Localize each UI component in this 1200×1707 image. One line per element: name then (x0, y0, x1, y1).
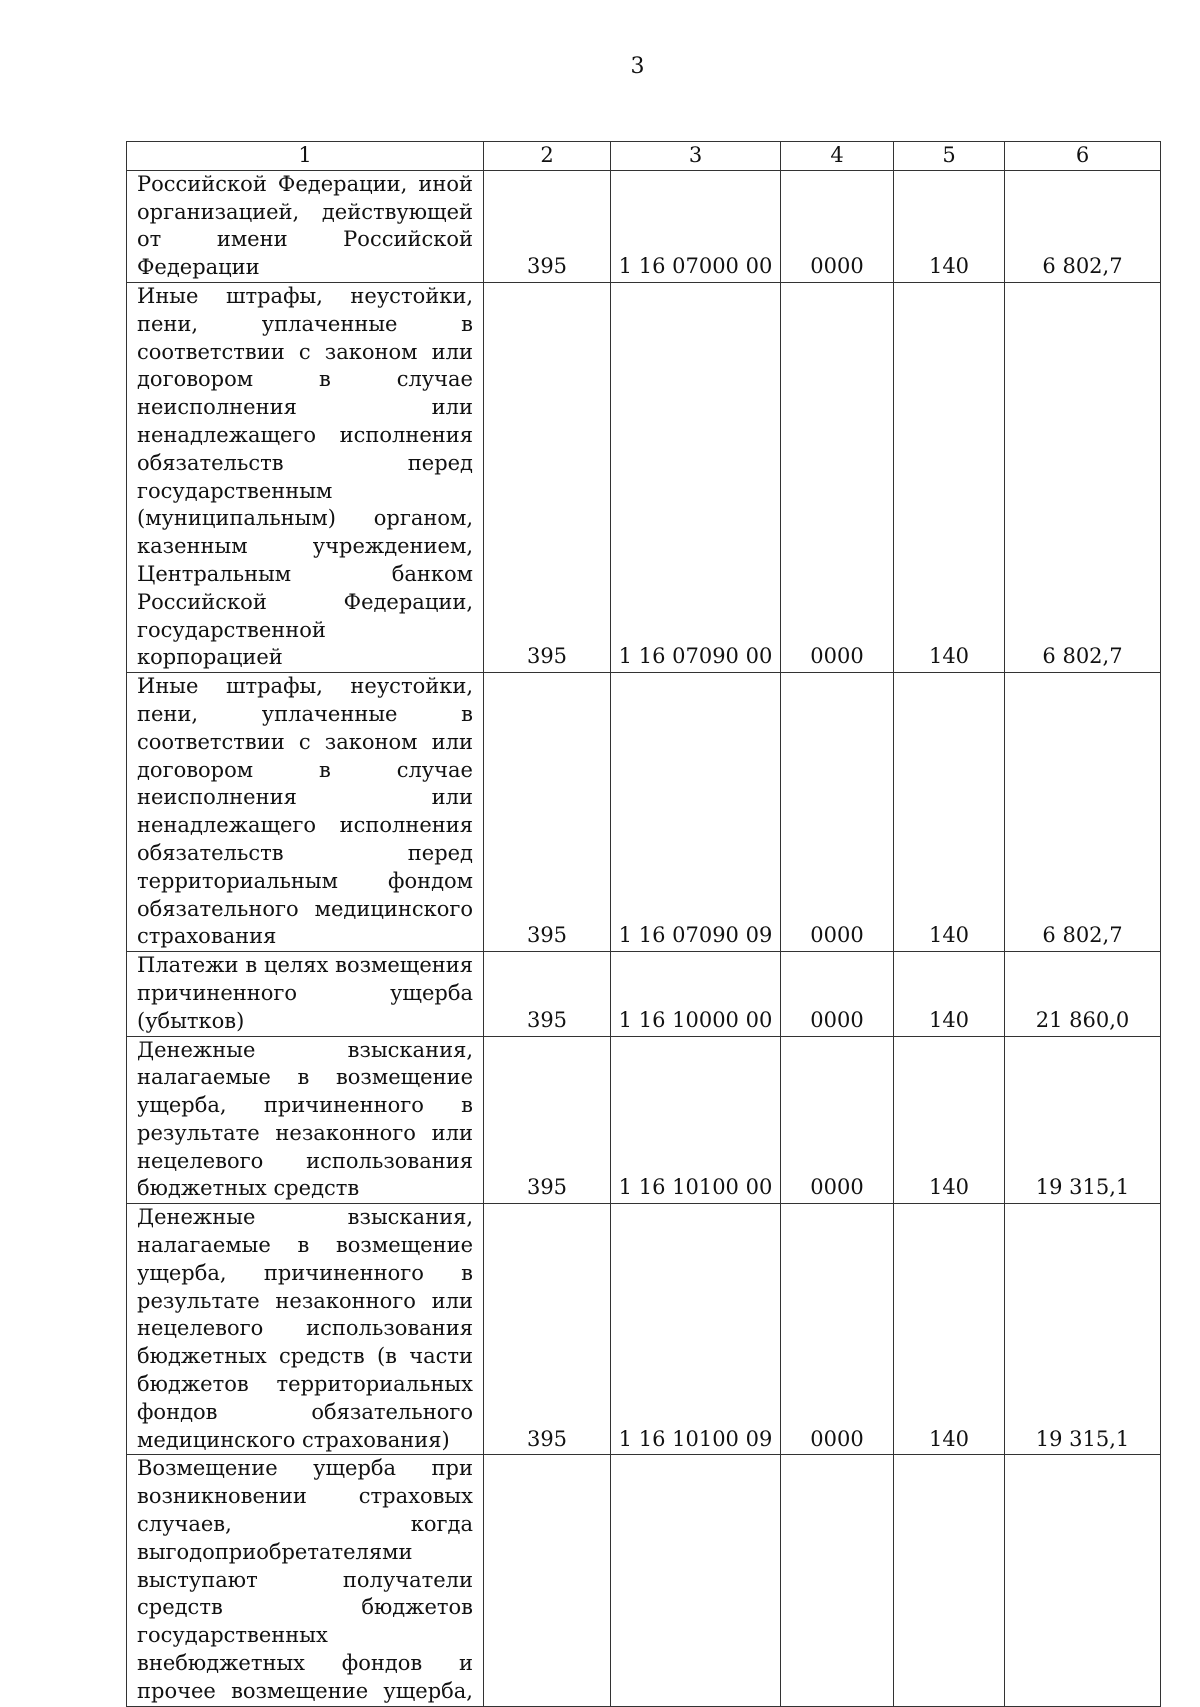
row-admin-code (484, 1455, 611, 1706)
row-amount: 6 802,7 (1005, 170, 1161, 282)
row-kosgu-code: 140 (894, 673, 1005, 952)
header-col-2: 2 (484, 142, 611, 171)
row-admin-code: 395 (484, 282, 611, 672)
row-subtype-code: 0000 (781, 170, 894, 282)
header-col-3: 3 (611, 142, 781, 171)
row-kosgu-code (894, 1455, 1005, 1706)
row-name: Возмещение ущерба при возникновении страховых случаев, когда выгодоприобретателями выступают получатели средств бюджетов государственных внебюджетных фондов и прочее возмещение ущерба, (127, 1455, 484, 1706)
table-row (127, 1204, 1161, 1455)
row-subtype-code: 0000 (781, 1036, 894, 1204)
row-name: Российской Федерации, иной организацией, действующей от имени Российской Федерации (127, 170, 484, 282)
row-admin-code: 395 (484, 952, 611, 1036)
table-row (127, 1036, 1161, 1204)
row-name: Денежные взыскания, налагаемые в возмещение ущерба, причиненного в результате незаконного или нецелевого использования бюджетных средств (в части бюджетов территориальных фондов обязательного медицинского страхования) (127, 1204, 484, 1455)
row-kosgu-code: 140 (894, 170, 1005, 282)
row-admin-code: 395 (484, 1204, 611, 1455)
table-row (127, 170, 1161, 282)
row-subtype-code: 0000 (781, 673, 894, 952)
row-kosgu-code: 140 (894, 952, 1005, 1036)
row-amount: 6 802,7 (1005, 282, 1161, 672)
table-row (127, 673, 1161, 952)
row-revenue-code: 1 16 10100 00 (611, 1036, 781, 1204)
row-revenue-code: 1 16 07090 09 (611, 673, 781, 952)
row-revenue-code: 1 16 07090 00 (611, 282, 781, 672)
row-amount: 19 315,1 (1005, 1204, 1161, 1455)
row-kosgu-code: 140 (894, 1036, 1005, 1204)
row-revenue-code: 1 16 10100 09 (611, 1204, 781, 1455)
row-kosgu-code: 140 (894, 1204, 1005, 1455)
row-admin-code: 395 (484, 170, 611, 282)
row-revenue-code: 1 16 10000 00 (611, 952, 781, 1036)
page-number: 3 (630, 54, 645, 79)
row-admin-code: 395 (484, 673, 611, 952)
header-col-1: 1 (127, 142, 484, 171)
table-row (127, 1455, 1161, 1706)
row-name: Платежи в целях возмещения причиненного ущерба (убытков) (127, 952, 484, 1036)
table-row (127, 282, 1161, 672)
row-amount: 19 315,1 (1005, 1036, 1161, 1204)
revenue-table (126, 141, 1161, 1707)
row-revenue-code: 1 16 07000 00 (611, 170, 781, 282)
header-row (127, 142, 1161, 171)
header-col-5: 5 (894, 142, 1005, 171)
row-amount: 21 860,0 (1005, 952, 1161, 1036)
header-col-6: 6 (1005, 142, 1161, 171)
row-admin-code: 395 (484, 1036, 611, 1204)
row-subtype-code (781, 1455, 894, 1706)
row-amount (1005, 1455, 1161, 1706)
row-subtype-code: 0000 (781, 952, 894, 1036)
row-amount: 6 802,7 (1005, 673, 1161, 952)
row-subtype-code: 0000 (781, 1204, 894, 1455)
row-name: Иные штрафы, неустойки, пени, уплаченные в соответствии с законом или договором в случае неисполнения или ненадлежащего исполнения обязательств перед государственным (муниципальным) органом, казенным учреждением, Центральным банком Российской Федерации, государственной корпорацией (127, 282, 484, 672)
header-col-4: 4 (781, 142, 894, 171)
row-name: Денежные взыскания, налагаемые в возмещение ущерба, причиненного в результате незаконного или нецелевого использования бюджетных средств (127, 1036, 484, 1204)
row-kosgu-code: 140 (894, 282, 1005, 672)
row-name: Иные штрафы, неустойки, пени, уплаченные в соответствии с законом или договором в случае неисполнения или ненадлежащего исполнения обязательств перед территориальным фондом обязательного медицинского страхования (127, 673, 484, 952)
table-row (127, 952, 1161, 1036)
row-revenue-code (611, 1455, 781, 1706)
row-subtype-code: 0000 (781, 282, 894, 672)
